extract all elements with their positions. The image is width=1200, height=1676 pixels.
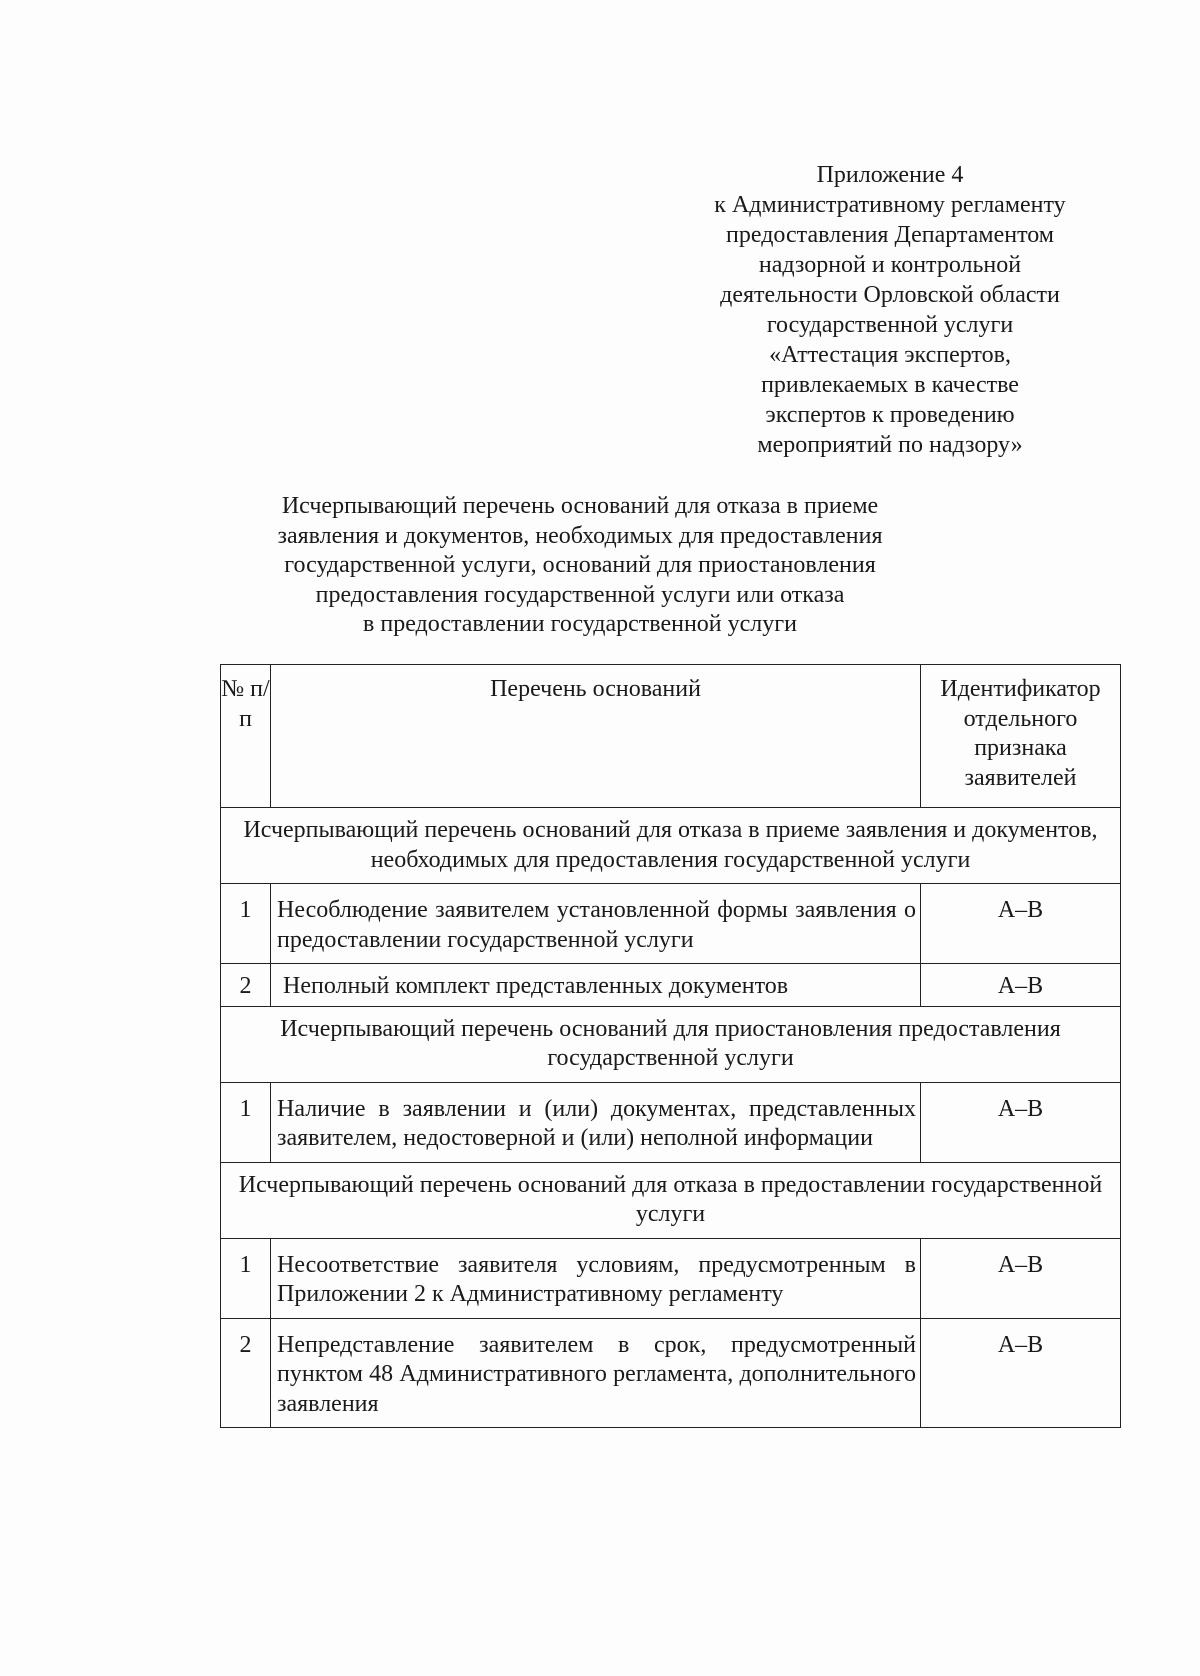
header-num: № п/п <box>221 665 271 808</box>
row-identifier: А–В <box>921 1082 1121 1162</box>
row-identifier: А–В <box>921 964 1121 1007</box>
row-num: 2 <box>221 1318 271 1428</box>
row-text: Неполный комплект представленных документов <box>271 964 921 1007</box>
row-identifier: А–В <box>921 1238 1121 1318</box>
title-line: предоставления государственной услуги или отказа <box>315 581 845 608</box>
appendix-line: деятельности Орловской области <box>720 282 1060 308</box>
row-text: Непредставление заявителем в срок, предусмотренный пунктом 48 Административного регламента, дополнительного заявления <box>271 1318 921 1428</box>
appendix-line: к Административному регламенту <box>714 192 1066 218</box>
appendix-line: мероприятий по надзору» <box>757 432 1023 458</box>
appendix-line: «Аттестация экспертов, <box>769 342 1011 368</box>
header-identifier: Идентификатор отдельного признака заявителей <box>921 665 1121 808</box>
title-line: Исчерпывающий перечень оснований для отказа в приеме <box>281 493 879 519</box>
appendix-line: предоставления Департаментом <box>726 222 1054 248</box>
document-title <box>260 492 900 640</box>
title-line: государственной услуги, оснований для приостановления <box>284 552 876 578</box>
row-num: 2 <box>221 964 271 1007</box>
row-identifier: А–В <box>921 1318 1121 1428</box>
table-row <box>221 884 1121 964</box>
section-heading: Исчерпывающий перечень оснований для отказа в предоставлении государственной услуги <box>221 1162 1121 1238</box>
row-identifier: А–В <box>921 884 1121 964</box>
table-row <box>221 964 1121 1007</box>
table-row <box>221 1082 1121 1162</box>
grounds-table <box>220 664 1121 1428</box>
section-row <box>221 1006 1121 1082</box>
section-row <box>221 808 1121 884</box>
section-heading: Исчерпывающий перечень оснований для приостановления предоставления государственной услуги <box>221 1006 1121 1082</box>
title-line: заявления и документов, необходимых для предоставления <box>277 522 883 549</box>
appendix-line: Приложение 4 <box>816 162 964 188</box>
appendix-line: государственной услуги <box>766 312 1014 338</box>
section-row <box>221 1162 1121 1238</box>
table-row <box>221 1238 1121 1318</box>
row-text: Наличие в заявлении и (или) документах, представленных заявителем, недостоверной и (или) неполной информации <box>271 1082 921 1162</box>
row-num: 1 <box>221 884 271 964</box>
table-row <box>221 1318 1121 1428</box>
row-num: 1 <box>221 1238 271 1318</box>
appendix-line: привлекаемых в качестве <box>761 372 1019 398</box>
row-text: Несоблюдение заявителем установленной формы заявления о предоставлении государственной услуги <box>271 884 921 964</box>
table-header-row <box>221 665 1121 808</box>
appendix-line: экспертов к проведению <box>765 402 1015 428</box>
row-text: Несоответствие заявителя условиям, предусмотренным в Приложении 2 к Административному регламенту <box>271 1238 921 1318</box>
header-grounds: Перечень оснований <box>271 665 921 808</box>
appendix-header <box>690 160 1090 460</box>
title-line: в предоставлении государственной услуги <box>363 611 797 637</box>
row-num: 1 <box>221 1082 271 1162</box>
section-heading: Исчерпывающий перечень оснований для отказа в приеме заявления и документов, необходимых для предоставления государственной услуги <box>221 808 1121 884</box>
appendix-line: надзорной и контрольной <box>758 252 1022 278</box>
